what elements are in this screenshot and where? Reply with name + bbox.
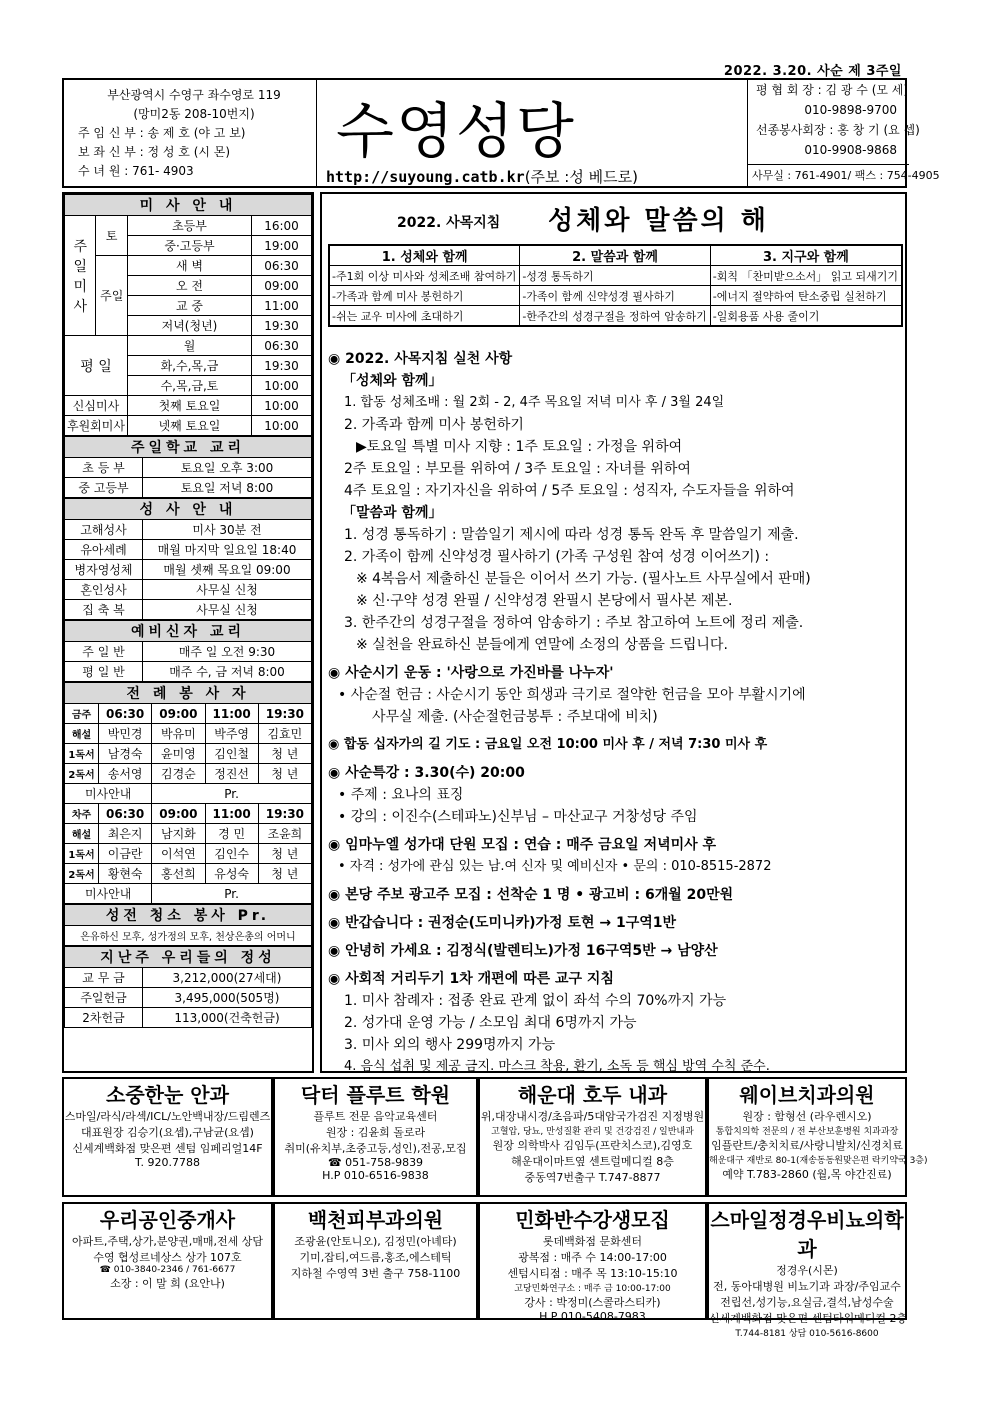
notice-line: 3. 미사 외의 행사 299명까지 가능 <box>344 1037 556 1053</box>
table-cell: 1독서 <box>65 744 99 764</box>
table-cell: -에너지 절약하여 탄소중립 실천하기 <box>710 286 901 306</box>
ad-line: 광복점 : 매주 수 14:00-17:00 <box>518 1251 667 1264</box>
table-row <box>65 520 312 540</box>
table-cell: 09:00 <box>252 276 312 296</box>
section-header: 지난주 우리들의 정성 <box>65 947 312 968</box>
notice-line: 1. 미사 참례자 : 접종 완료 관계 없이 좌석 수의 70%까지 가능 <box>344 993 727 1009</box>
ad-line: T.744-8181 상담 010-5616-8600 <box>735 1329 879 1339</box>
theme-year: 2022. 사목지침 <box>397 215 501 231</box>
notice-line: 2. 가족이 함께 신약성경 필사하기 (가족 구성원 참여 성경 이어쓰기) : <box>344 549 770 565</box>
pillars-table <box>329 245 902 326</box>
table-cell: 10:00 <box>252 376 312 396</box>
table-row <box>65 560 312 580</box>
notice-line: 2. 성가대 운영 가능 / 소모임 최대 6명까지 가능 <box>344 1015 637 1031</box>
ad-line: T. 920.7788 <box>135 1156 200 1169</box>
ad-line: ☎ 010-3840-2346 / 761-6677 <box>99 1265 236 1275</box>
table-cell: 청 년 <box>258 764 311 784</box>
parish-address <box>64 80 317 186</box>
table-cell: 화,수,목,금 <box>127 356 251 376</box>
table-row <box>65 580 312 600</box>
table-cell: 매월 셋째 목요일 09:00 <box>143 560 312 580</box>
table-cell: 첫째 토요일 <box>127 396 251 416</box>
ad-line: 센텀시티점 : 매주 목 13:10-15:10 <box>507 1267 678 1280</box>
school-table <box>64 436 312 498</box>
ad-line: 아파트,주택,상가,분양권,매매,전세 상담 <box>72 1235 263 1248</box>
table-cell: 사무실 신청 <box>143 580 312 600</box>
ad-line: 고혈압, 당뇨, 만성질환 관리 및 건강검진 / 일반내과 <box>491 1127 694 1137</box>
table-row <box>65 216 312 236</box>
table-row <box>65 744 312 764</box>
ad-box <box>707 1202 908 1339</box>
notice-line: ◉ 사순시기 운동 : '사랑으로 가진바를 나누자' <box>328 665 614 681</box>
ad-line: 스마일/라식/라섹/ICL/노안백내장/드림렌즈 <box>64 1110 271 1123</box>
table-cell: 매월 마지막 일요일 18:40 <box>143 540 312 560</box>
table-cell: 청 년 <box>258 864 311 884</box>
table-cell: 매주 수, 금 저녁 8:00 <box>143 662 312 682</box>
table-row <box>65 416 312 436</box>
table-cell: 병자영성체 <box>65 560 143 580</box>
ad-box <box>273 1077 478 1197</box>
table-cell: 박주영 <box>205 724 258 744</box>
parish-logo <box>318 80 748 186</box>
ad-line: H.P 010-5408-7983 <box>539 1310 646 1323</box>
notice-line: 3. 한주간의 성경구절을 정하여 암송하기 : 주보 참고하여 노트에 정리 제출. <box>344 615 804 631</box>
table-cell: 해설 <box>65 724 99 744</box>
notice-line: • 자격 : 성가에 관심 있는 남.여 신자 및 예비신자 • 문의 : 010-8515-2872 <box>338 859 772 874</box>
table-cell: 1독서 <box>65 844 99 864</box>
ad-line: 수영 협성르네상스 상가 107호 <box>93 1251 242 1264</box>
table-cell: 10:00 <box>252 396 312 416</box>
table-row <box>65 864 312 884</box>
ad-line: 지하철 수영역 3번 출구 758-1100 <box>290 1267 461 1280</box>
table-row <box>65 458 312 478</box>
table-cell: 2독서 <box>65 864 99 884</box>
table-cell: 3,495,000(505명) <box>143 988 312 1008</box>
table-cell: 유성숙 <box>205 864 258 884</box>
clean-table <box>64 904 312 946</box>
section-header: 성전 청소 봉사 Pr. <box>65 905 312 926</box>
notice-line: ◉ 2022. 사목지침 실천 사항 <box>328 351 513 367</box>
table-cell: 3,212,000(27세대) <box>143 968 312 988</box>
ad-line: 소장 : 이 말 희 (요안나) <box>110 1277 225 1290</box>
table-row <box>65 844 312 864</box>
ad-line: 기미,잡티,여드름,홍조,에스테틱 <box>299 1251 452 1264</box>
table-cell: 최은지 <box>99 824 152 844</box>
ad-line: 플루트 전문 음악교육센터 <box>313 1110 438 1123</box>
notice-line: 사무실 제출. (사순절헌금봉투 : 주보대에 비치) <box>372 709 658 725</box>
table-cell: 박민경 <box>99 724 152 744</box>
table-cell: -한주간의 성경구절을 정하여 암송하기 <box>520 306 710 326</box>
theme-name: 성체와 말씀의 해 <box>548 206 769 236</box>
ad-title: 우리공인중개사 <box>99 1208 236 1232</box>
notice-line: ◉ 사순특강 : 3.30(수) 20:00 <box>328 765 525 781</box>
table-cell: 10:00 <box>252 416 312 436</box>
table-row <box>330 266 902 286</box>
table-cell: 초등부 <box>127 216 251 236</box>
table-cell: 토 <box>96 216 127 256</box>
table-cell: -일회용품 사용 줄이기 <box>710 306 901 326</box>
notice-line: ◉ 사회적 거리두기 1차 개편에 따른 교구 지침 <box>328 971 614 987</box>
council-info <box>750 80 920 160</box>
notice-line: • 사순절 헌금 : 사순시기 동안 희생과 극기로 절약한 헌금을 모아 부활시기에 <box>338 687 806 703</box>
ad-line: ☎ 051-758-9839 <box>327 1156 424 1169</box>
section-header: 주일학교 교리 <box>65 437 312 458</box>
table-cell: 주일헌금 <box>65 988 143 1008</box>
table-row <box>65 804 312 824</box>
notices <box>328 342 903 1078</box>
table-cell: 주일미사 <box>65 216 96 336</box>
table-cell: 미사안내 <box>65 784 152 804</box>
table-cell: 오 전 <box>127 276 251 296</box>
ad-title: 해운대 호두 내과 <box>517 1083 668 1107</box>
table-cell: 19:30 <box>258 804 311 824</box>
table-cell: 고해성사 <box>65 520 143 540</box>
table-cell: 06:30 <box>99 804 152 824</box>
ad-line: 원장 : 김윤희 돌로라 <box>325 1126 426 1139</box>
table-cell: 11:00 <box>205 804 258 824</box>
table-cell: 차주 <box>65 804 99 824</box>
ad-line: 해운대구 재반로 80-1(재송동동원맞은편 락키약국 3층) <box>709 1156 928 1166</box>
table-cell: 박유미 <box>152 724 205 744</box>
table-row <box>65 968 312 988</box>
table-cell: 교 무 금 <box>65 968 143 988</box>
table-cell: 중 고등부 <box>65 478 143 498</box>
table-cell: 2차헌금 <box>65 1008 143 1028</box>
table-cell: 홍선희 <box>152 864 205 884</box>
table-cell: 미사 30분 전 <box>143 520 312 540</box>
table-row <box>330 306 902 326</box>
table-cell: 주 일 반 <box>65 642 143 662</box>
ad-line: 통합치의학 전문의 / 전 부산보훈병원 치과과장 <box>715 1127 899 1137</box>
ad-line: 정경우(시몬) <box>776 1264 838 1277</box>
table-row <box>65 662 312 682</box>
table-row <box>65 1008 312 1028</box>
ad-line: 전립선,성기능,요실금,결석,남성수술 <box>720 1296 894 1309</box>
ad-box <box>478 1077 707 1197</box>
table-row <box>65 724 312 744</box>
table-cell: 이석연 <box>152 844 205 864</box>
notice-line: 「성체와 함께」 <box>342 373 443 389</box>
table-cell: 유아세례 <box>65 540 143 560</box>
notice-line: • 강의 : 이진수(스테파노)신부님 – 마산교구 거창성당 주임 <box>338 809 698 825</box>
notice-line: ◉ 안녕히 가세요 : 김정식(발렌티노)가정 16구역5반 → 남양산 <box>328 943 718 959</box>
table-cell: Pr. <box>152 784 312 804</box>
table-cell: 19:30 <box>258 704 311 724</box>
ad-line: 원장 의학박사 김임두(프란치스코),김영호 <box>492 1139 693 1152</box>
notice-line: 4. 음식 섭취 및 제공 금지. 마스크 착용, 환기, 소독 등 핵심 방역 수칙 준수. <box>344 1059 770 1074</box>
table-cell: 혼인성사 <box>65 580 143 600</box>
table-cell: 11:00 <box>205 704 258 724</box>
table-cell: 주일 <box>96 256 127 336</box>
theme-title <box>322 194 905 238</box>
table-cell: -쉬는 교우 미사에 초대하기 <box>330 306 520 326</box>
table-cell: 청 년 <box>258 844 311 864</box>
table-cell: 09:00 <box>152 704 205 724</box>
table-cell: 113,000(건축헌금) <box>143 1008 312 1028</box>
ad-line: 예약 T.783-2860 (월,목 야간진료) <box>722 1168 892 1181</box>
logo-text: 수영성당 <box>336 97 576 167</box>
table-cell: 16:00 <box>252 216 312 236</box>
table-cell: 김효민 <box>258 724 311 744</box>
address-line: (망미2동 208-10번지) <box>133 107 255 121</box>
table-row <box>65 824 312 844</box>
ad-line: 조광윤(안토니오), 김정민(아녜타) <box>294 1235 457 1248</box>
table-cell: -가족과 함께 미사 봉헌하기 <box>330 286 520 306</box>
table-cell: -회칙 「찬미받으소서」 읽고 되새기기 <box>710 266 901 286</box>
table-cell: Pr. <box>152 884 312 904</box>
catechumen-table <box>64 620 312 682</box>
notice-line: ◉ 임마누엘 성가대 단원 모집 : 연습 : 매주 금요일 저녁미사 후 <box>328 837 717 853</box>
mass-table <box>64 194 312 436</box>
table-cell: 청 년 <box>258 744 311 764</box>
ad-line: 해운대이마트옆 센트럴메디컬 8층 <box>511 1155 674 1168</box>
notice-line: ◉ 합동 십자가의 길 기도 : 금요일 오전 10:00 미사 후 / 저녁 7:30 미사 후 <box>328 737 768 752</box>
table-cell: 넷째 토요일 <box>127 416 251 436</box>
table-cell: 윤미영 <box>152 744 205 764</box>
table-cell: 남지화 <box>152 824 205 844</box>
table-cell: 조윤희 <box>258 824 311 844</box>
table-cell: 2독서 <box>65 764 99 784</box>
table-cell: -성경 통독하기 <box>520 266 710 286</box>
table-cell: 금주 <box>65 704 99 724</box>
table-cell: 송서영 <box>99 764 152 784</box>
table-cell: 2. 말씀과 함께 <box>520 246 710 266</box>
notice-line: ※ 신·구약 성경 완필 / 신약성경 완필시 본당에서 필사본 제본. <box>356 593 733 609</box>
ad-line: 전, 동아대병원 비뇨기과 과장/주임교수 <box>713 1280 901 1293</box>
table-cell: 19:00 <box>252 236 312 256</box>
notice-line: 4주 토요일 : 자기자신을 위하여 / 5주 토요일 : 성직자, 수도자들을 위하여 <box>344 483 795 499</box>
table-cell: 수,목,금,토 <box>127 376 251 396</box>
table-cell: 토요일 저녁 8:00 <box>143 478 312 498</box>
ad-line: 위,대장내시경/초음파/5대암국가검진 지정병원 <box>480 1110 705 1123</box>
table-cell: 06:30 <box>252 336 312 356</box>
table-cell: 매주 일 오전 9:30 <box>143 642 312 662</box>
url-suffix: (주보 :성 베드로) <box>524 168 638 186</box>
ad-title: 닥터 플루트 학원 <box>300 1083 451 1107</box>
table-cell: 평 일 반 <box>65 662 143 682</box>
table-cell: 06:30 <box>99 704 152 724</box>
notice-line: • 주제 : 요나의 표징 <box>338 787 464 803</box>
section-header: 예비신자 교리 <box>65 621 312 642</box>
ad-line: 신세계백화점 맞은편 센텀 임페리얼14F <box>72 1142 263 1155</box>
table-row <box>65 600 312 620</box>
notice-line: 「말씀과 함께」 <box>342 505 443 521</box>
ad-box <box>62 1202 273 1320</box>
left-column <box>62 192 314 1073</box>
ad-line: H.P 010-6516-9838 <box>322 1169 429 1182</box>
table-cell: 이금란 <box>99 844 152 864</box>
ad-line: 고당민화연구소 : 매주 금 10:00-17:00 <box>514 1284 671 1294</box>
table-row <box>65 256 312 276</box>
section-header: 성 사 안 내 <box>65 499 312 520</box>
ad-box <box>478 1202 707 1323</box>
table-cell: 경 민 <box>205 824 258 844</box>
notice-line: ※ 실천을 완료하신 분들에게 연말에 소정의 상품을 드립니다. <box>356 637 728 653</box>
table-cell: 황현숙 <box>99 864 152 884</box>
issue-date: 2022. 3.20. 사순 제 3주일 <box>723 64 902 79</box>
council-president: 평 협 회 장 : 김 광 수 (모 세) <box>756 83 909 97</box>
table-cell: 미사안내 <box>65 884 152 904</box>
ad-line: 임플란트/충치치료/사랑니발치/신경치료 <box>711 1139 903 1152</box>
table-cell: 초 등 부 <box>65 458 143 478</box>
table-cell: 토요일 오후 3:00 <box>143 458 312 478</box>
table-cell: 교 중 <box>127 296 251 316</box>
notice-line: 1. 성경 통독하기 : 말씀일기 제시에 따라 성경 통독 완독 후 말씀일기 제출. <box>344 527 799 543</box>
ad-box <box>62 1077 273 1197</box>
table-row <box>65 336 312 356</box>
pastor-line: 주 임 신 부 : 송 제 호 (야 고 보) <box>78 126 246 140</box>
table-cell: 중·고등부 <box>127 236 251 256</box>
ad-line: 취미(유치부,초중고등,성인),전공,모집 <box>284 1142 467 1155</box>
ad-title: 웨이브치과의원 <box>739 1083 875 1107</box>
table-cell: 김경순 <box>152 764 205 784</box>
table-row <box>65 540 312 560</box>
funeral-president: 선종봉사회장 : 홍 창 기 (요 셉) <box>756 123 920 137</box>
table-cell: 저녁(청년) <box>127 316 251 336</box>
table-cell: 19:30 <box>252 316 312 336</box>
offering-table <box>64 946 312 1028</box>
table-cell: 사무실 신청 <box>143 600 312 620</box>
ad-line: 대표원장 김승기(요셉),구남균(요셉) <box>81 1126 254 1139</box>
table-cell: 후원회미사 <box>65 416 128 436</box>
convent-line: 수 녀 원 : 761- 4903 <box>78 164 194 178</box>
table-row <box>65 478 312 498</box>
table-cell: -가족이 함께 신약성경 필사하기 <box>520 286 710 306</box>
table-row <box>330 286 902 306</box>
table-cell: 은유하신 모후, 성가정의 모후, 천상은총의 어머니 <box>65 926 312 946</box>
table-row <box>65 396 312 416</box>
address-line: 부산광역시 수영구 좌수영로 119 <box>107 88 281 102</box>
table-cell: 남경숙 <box>99 744 152 764</box>
table-row <box>65 642 312 662</box>
ad-title: 민화반수강생모집 <box>515 1208 670 1232</box>
table-cell: 집 축 복 <box>65 600 143 620</box>
table-cell: 평 일 <box>65 336 128 396</box>
table-cell: 김인철 <box>205 744 258 764</box>
assistant-line: 보 좌 신 부 : 정 성 호 (시 몬) <box>78 145 231 159</box>
funeral-phone: 010-9908-9868 <box>804 143 897 157</box>
notice-line: 2. 가족과 함께 미사 봉헌하기 <box>344 417 524 433</box>
ad-line: 강사 : 박정미(스콜라스티카) <box>524 1296 661 1309</box>
pillars-box <box>328 244 903 327</box>
table-cell: 새 벽 <box>127 256 251 276</box>
notice-line: 2주 토요일 : 부모를 위하여 / 3주 토요일 : 자녀를 위하여 <box>344 461 691 477</box>
header <box>62 78 940 188</box>
ad-line: 롯데백화점 문화센터 <box>542 1235 643 1248</box>
ad-line: 신세계백화점 맞은편 센텀타워메디컬 2층 <box>709 1312 908 1325</box>
notice-line: 1. 합동 성체조배 : 월 2회 - 2, 4주 목요일 저녁 미사 후 / 3월 24일 <box>344 395 725 410</box>
table-cell: 월 <box>127 336 251 356</box>
notice-line: ◉ 본당 주보 광고주 모집 : 선착순 1 명 • 광고비 : 6개월 20만원 <box>328 887 734 903</box>
table-row <box>65 764 312 784</box>
table-cell: -주1회 이상 미사와 성체조배 참여하기 <box>330 266 520 286</box>
ad-box <box>273 1202 478 1320</box>
table-cell: 정진선 <box>205 764 258 784</box>
council-phone: 010-9898-9700 <box>804 103 897 117</box>
section-header: 미 사 안 내 <box>65 195 312 216</box>
table-cell: 신심미사 <box>65 396 128 416</box>
table-cell: 19:30 <box>252 356 312 376</box>
table-cell: 11:00 <box>252 296 312 316</box>
table-cell: 06:30 <box>252 256 312 276</box>
table-cell: 1. 성체와 함께 <box>330 246 520 266</box>
ad-title: 소중한눈 안과 <box>106 1083 229 1107</box>
table-cell: 3. 지구와 함께 <box>710 246 901 266</box>
notice-line: ◉ 반갑습니다 : 권정순(도미니카)가정 토현 → 1구역1반 <box>328 915 677 931</box>
table-cell: 09:00 <box>152 804 205 824</box>
table-cell: 해설 <box>65 824 99 844</box>
altar-table <box>64 682 312 904</box>
office-contact: 사무실 : 761-4901/ 팩스 : 754-4905 <box>748 164 909 185</box>
ad-line: 중동역7번출구 T.747-8877 <box>524 1171 661 1184</box>
section-header: 전 례 봉 사 자 <box>65 683 312 704</box>
ad-title: 스마일정경우비뇨의학과 <box>710 1208 904 1261</box>
notice-line: ▶토요일 특별 미사 지향 : 1주 토요일 : 가정을 위하여 <box>356 439 683 455</box>
right-column <box>320 192 907 1073</box>
url-text[interactable]: http://suyoung.catb.kr <box>326 168 525 186</box>
ad-line: 원장 : 함형선 (라우렌시오) <box>742 1110 872 1123</box>
website-link[interactable] <box>326 166 638 187</box>
sacrament-table <box>64 498 312 620</box>
notice-line: ※ 4복음서 제출하신 분들은 이어서 쓰기 가능. (필사노트 사무실에서 판매) <box>356 571 811 587</box>
table-cell: 김인수 <box>205 844 258 864</box>
table-row <box>65 988 312 1008</box>
ad-box <box>707 1077 928 1197</box>
ad-title: 백천피부과의원 <box>307 1208 444 1232</box>
table-row <box>65 704 312 724</box>
ads-area <box>62 1077 928 1339</box>
